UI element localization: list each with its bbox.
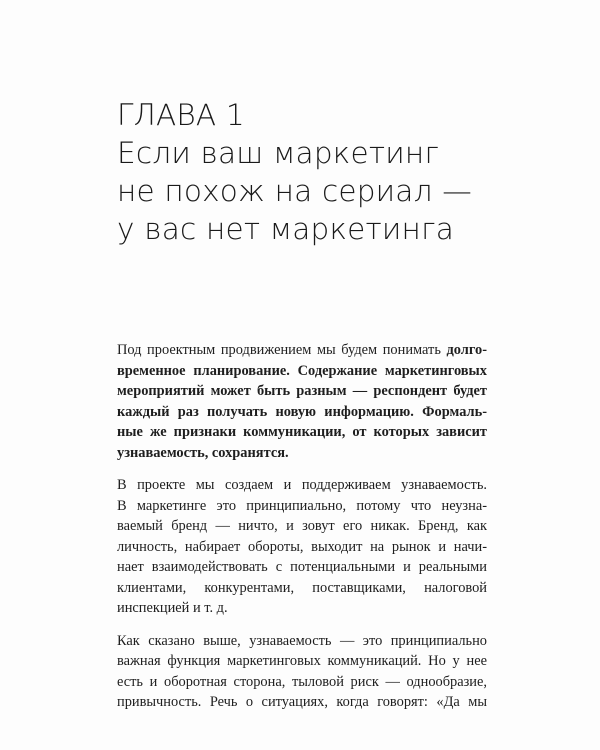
chapter-heading xyxy=(117,96,517,248)
paragraph-3-line-3: есть и оборотная сторона, тыловой риск — однообразие, xyxy=(117,673,487,690)
paragraph-2-line-1: В проекте мы создаем и поддерживаем узнаваемость. xyxy=(117,477,487,493)
paragraph-3-line-2: важная функция маркетинговых коммуникаций. Но у нее xyxy=(117,653,487,669)
paragraph-1-line-2: временное планирование. Содержание маркетинговых xyxy=(117,362,487,379)
paragraph-3 xyxy=(117,631,487,713)
paragraph-3-line-4: привычность. Речь о ситуациях, когда говорят: «Да мы xyxy=(117,694,487,710)
paragraph-2-line-2: В маркетинге это принципиально, потому что неузна- xyxy=(117,497,487,514)
paragraph-1 xyxy=(117,340,487,463)
paragraph-1-line-6: узнаваемость, сохранятся. xyxy=(117,444,289,461)
chapter-title-line-1: Если ваш маркетинг xyxy=(117,136,440,170)
paragraph-1-line-4: каждый раз получать новую информацию. Формаль- xyxy=(117,403,487,420)
chapter-label: ГЛАВА 1 xyxy=(117,98,245,132)
paragraph-3-line-1: Как сказано выше, узнаваемость — это принципиально xyxy=(117,632,487,649)
paragraph-1-line-5: ные же признаки коммуникации, от которых зависит xyxy=(117,424,487,440)
paragraph-line-normal: Под проектным продвижением мы будем понимать xyxy=(117,342,447,358)
paragraph-2-line-4: личность, набирает обороты, выходит на рынок и начи- xyxy=(117,538,487,555)
paragraph-1-line-3: мероприятий может быть разным — респондент будет xyxy=(117,383,487,399)
paragraph-2-line-7: инспекцией и т. д. xyxy=(117,600,228,616)
chapter-title-line-3: у вас нет маркетинга xyxy=(117,212,454,246)
paragraph-2-line-3: ваемый бренд — ничто, и зовут его никак. Бренд, как xyxy=(117,518,487,534)
paragraph-2 xyxy=(117,475,487,619)
paragraph-1-line-1 xyxy=(117,340,487,361)
chapter-title-line-2: не похож на сериал — xyxy=(117,174,472,208)
paragraph-2-line-5: нает взаимодействовать с потенциальными и реальными xyxy=(117,559,487,575)
paragraph-line-bold: долго- xyxy=(446,342,487,358)
body-text xyxy=(117,340,487,725)
paragraph-2-line-6: клиентами, конкурентами, поставщиками, налоговой xyxy=(117,579,487,596)
